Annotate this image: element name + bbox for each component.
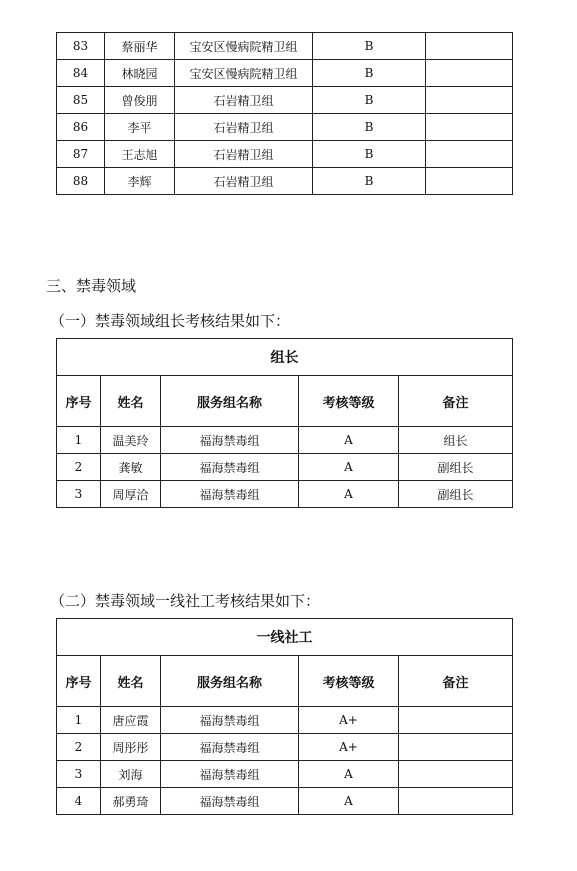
table-row	[57, 87, 513, 114]
worker-table-caption: 一线社工	[57, 619, 513, 656]
cell-index: 3	[57, 761, 101, 788]
cell-name: 温美玲	[101, 427, 161, 454]
cell-name: 李辉	[105, 168, 175, 195]
cell-index: 3	[57, 481, 101, 508]
leader-table-body	[57, 427, 513, 508]
cell-grade: A	[299, 481, 399, 508]
table-row	[57, 454, 513, 481]
header-cell-group: 服务组名称	[161, 656, 299, 707]
cell-grade: A	[299, 761, 399, 788]
cell-name: 林晓园	[105, 60, 175, 87]
cell-grade: A+	[299, 734, 399, 761]
cell-note	[399, 734, 513, 761]
cell-grade: B	[313, 60, 426, 87]
cell-name: 周彤彤	[101, 734, 161, 761]
cell-note	[426, 60, 513, 87]
cell-note	[426, 87, 513, 114]
table-row	[57, 481, 513, 508]
table-row	[57, 707, 513, 734]
leader-heading: （一）禁毒领域组长考核结果如下：	[50, 312, 291, 330]
cell-group: 石岩精卫组	[175, 141, 313, 168]
cell-grade: A	[299, 788, 399, 815]
cell-index: 87	[57, 141, 105, 168]
table-row	[57, 788, 513, 815]
header-cell-note: 备注	[399, 656, 513, 707]
cell-group: 宝安区慢病院精卫组	[175, 33, 313, 60]
top-results-table	[56, 32, 513, 195]
cell-grade: A	[299, 427, 399, 454]
leader-table-caption: 组长	[57, 339, 513, 376]
cell-grade: A+	[299, 707, 399, 734]
cell-index: 85	[57, 87, 105, 114]
cell-grade: B	[313, 87, 426, 114]
header-cell-note: 备注	[399, 376, 513, 427]
cell-grade: B	[313, 141, 426, 168]
cell-index: 86	[57, 114, 105, 141]
cell-name: 曾俊朋	[105, 87, 175, 114]
worker-heading: （二）禁毒领域一线社工考核结果如下：	[50, 592, 321, 610]
cell-group: 宝安区慢病院精卫组	[175, 60, 313, 87]
cell-group: 福海禁毒组	[161, 788, 299, 815]
cell-group: 石岩精卫组	[175, 168, 313, 195]
worker-table-body	[57, 707, 513, 815]
cell-group: 福海禁毒组	[161, 734, 299, 761]
cell-group: 福海禁毒组	[161, 481, 299, 508]
cell-note	[426, 168, 513, 195]
cell-group: 石岩精卫组	[175, 114, 313, 141]
table-row	[57, 168, 513, 195]
table-row	[57, 761, 513, 788]
cell-note	[426, 33, 513, 60]
worker-table	[56, 618, 513, 815]
table-row	[57, 427, 513, 454]
cell-grade: B	[313, 33, 426, 60]
cell-name: 王志旭	[105, 141, 175, 168]
cell-name: 龚敏	[101, 454, 161, 481]
header-cell-index: 序号	[57, 656, 101, 707]
cell-name: 周厚洽	[101, 481, 161, 508]
cell-index: 84	[57, 60, 105, 87]
header-cell-grade: 考核等级	[299, 656, 399, 707]
cell-note: 副组长	[399, 454, 513, 481]
cell-index: 88	[57, 168, 105, 195]
cell-index: 2	[57, 734, 101, 761]
header-cell-group: 服务组名称	[161, 376, 299, 427]
cell-group: 石岩精卫组	[175, 87, 313, 114]
cell-name: 李平	[105, 114, 175, 141]
header-cell-index: 序号	[57, 376, 101, 427]
cell-index: 2	[57, 454, 101, 481]
cell-note	[426, 141, 513, 168]
table-row	[57, 734, 513, 761]
cell-grade: B	[313, 168, 426, 195]
cell-note	[399, 788, 513, 815]
cell-group: 福海禁毒组	[161, 427, 299, 454]
cell-note	[426, 114, 513, 141]
top-table-body	[57, 33, 513, 195]
cell-group: 福海禁毒组	[161, 707, 299, 734]
cell-group: 福海禁毒组	[161, 761, 299, 788]
cell-note: 副组长	[399, 481, 513, 508]
cell-index: 1	[57, 707, 101, 734]
table-row	[57, 60, 513, 87]
cell-index: 4	[57, 788, 101, 815]
header-cell-grade: 考核等级	[299, 376, 399, 427]
cell-note	[399, 707, 513, 734]
table-row	[57, 114, 513, 141]
cell-note	[399, 761, 513, 788]
worker-header-row	[57, 656, 513, 707]
header-cell-name: 姓名	[101, 376, 161, 427]
leader-table	[56, 338, 513, 508]
cell-index: 83	[57, 33, 105, 60]
leader-header-row	[57, 376, 513, 427]
cell-name: 刘海	[101, 761, 161, 788]
table-row	[57, 141, 513, 168]
cell-index: 1	[57, 427, 101, 454]
cell-name: 郝勇琦	[101, 788, 161, 815]
cell-name: 唐应霞	[101, 707, 161, 734]
cell-grade: A	[299, 454, 399, 481]
cell-group: 福海禁毒组	[161, 454, 299, 481]
section-title: 三、禁毒领域	[46, 277, 137, 295]
table-row	[57, 33, 513, 60]
cell-name: 蔡丽华	[105, 33, 175, 60]
cell-note: 组长	[399, 427, 513, 454]
cell-grade: B	[313, 114, 426, 141]
header-cell-name: 姓名	[101, 656, 161, 707]
